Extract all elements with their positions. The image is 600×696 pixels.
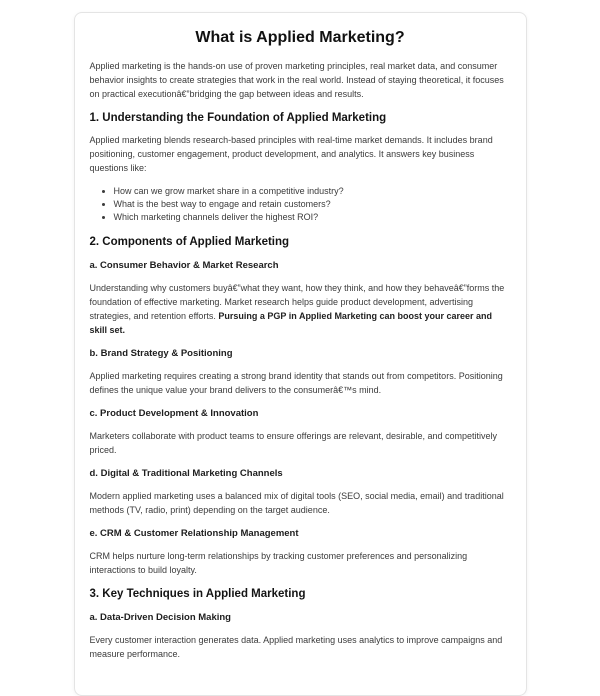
section-2c-heading: c. Product Development & Innovation: [89, 408, 259, 419]
section-2d-paragraph: Modern applied marketing uses a balanced mix of digital tools (SEO, social media, email) and traditional methods (TV, radio, print) depending on the target audience.: [89, 491, 504, 515]
article-card: [74, 12, 527, 696]
section-1-heading: 1. Understanding the Foundation of Applied Marketing: [89, 112, 387, 124]
section-2a-heading: a. Consumer Behavior & Market Research: [89, 260, 279, 271]
list-item: • Which marketing channels deliver the highest ROI?: [114, 211, 511, 224]
section-1-paragraph: Applied marketing blends research-based principles with real-time market demands. It includes brand positioning, customer engagement, product development, and analytics. It answers key business questions like:: [89, 135, 493, 173]
section-2a-text: Understanding why customers buyâ€”what they want, how they think, and how they behaveâ€”forms the foundation of effective marketing. Market research helps guide product development, advertising strategies, and retention efforts.: [89, 283, 505, 321]
list-item: • What is the best way to engage and retain customers?: [114, 198, 511, 211]
section-2c-paragraph: Marketers collaborate with product teams to ensure offerings are relevant, desirable, and competitively priced.: [89, 431, 498, 455]
intro-paragraph: Applied marketing is the hands-on use of proven marketing principles, real market data, and consumer behavior insights to create strategies that work in the real world. Instead of staying theoretical, it focuses on practical executionâ€”bridging the gap between ideas and results.: [89, 61, 504, 99]
section-2e-paragraph: CRM helps nurture long-term relationships by tracking customer preferences and personalizing interactions to build loyalty.: [89, 551, 468, 575]
list-item: • How can we grow market share in a competitive industry?: [114, 185, 511, 198]
section-2d-heading: d. Digital & Traditional Marketing Channels: [89, 468, 283, 479]
page-title: What is Applied Marketing?: [195, 29, 405, 46]
section-3a-heading: a. Data-Driven Decision Making: [89, 612, 231, 623]
section-2a-bold-text: Pursuing a PGP in Applied Marketing can boost your career and skill set.: [89, 311, 492, 335]
section-2b-heading: b. Brand Strategy & Positioning: [89, 348, 233, 359]
section-2e-heading: e. CRM & Customer Relationship Management: [89, 528, 299, 539]
section-2b-paragraph: Applied marketing requires creating a strong brand identity that stands out from competitors. Positioning defines the unique value your brand delivers to the consumerâ€™s mind.: [89, 371, 503, 395]
section-1-bullet-list: [90, 185, 511, 224]
section-3a-paragraph: Every customer interaction generates data. Applied marketing uses analytics to improve campaigns and measure performance.: [89, 635, 503, 659]
section-3-heading: 3. Key Techniques in Applied Marketing: [89, 588, 306, 600]
section-2-heading: 2. Components of Applied Marketing: [89, 236, 290, 248]
section-2a-paragraph: [90, 281, 511, 337]
